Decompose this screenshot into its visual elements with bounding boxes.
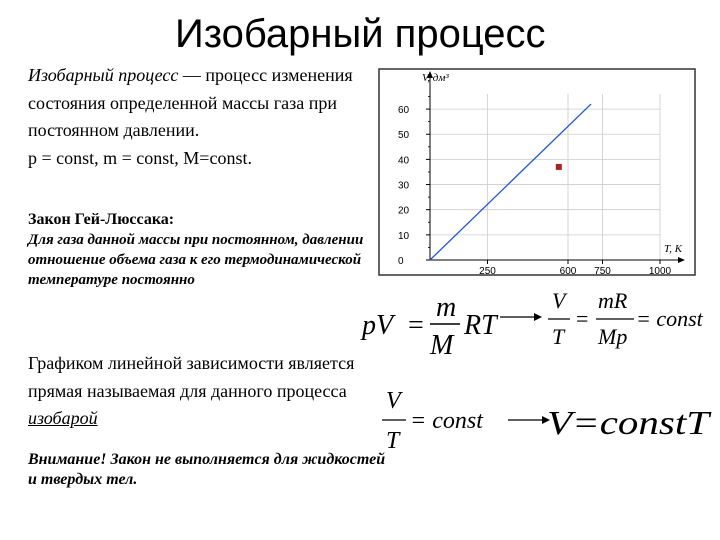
x-tick-label: 1000 — [648, 266, 672, 277]
y-tick-label: 40 — [398, 155, 410, 167]
graph-text: Графиком линейной зависимости является прямая называемая для данного процесса — [28, 353, 355, 401]
arrow-icon — [498, 310, 544, 324]
formula2-mp: Mp — [598, 324, 628, 349]
y-tick-label: 20 — [398, 205, 410, 217]
data-point-marker — [556, 164, 562, 170]
definition-term: Изобарный процесс — [28, 65, 179, 85]
y-tick-label: 0 — [398, 256, 404, 267]
formula3-t: T — [386, 428, 400, 454]
formula-ratio — [544, 288, 714, 350]
graph-paragraph — [28, 350, 358, 433]
chart-y-label: V, дм³ — [422, 72, 449, 84]
definition-paragraph — [28, 62, 358, 172]
formula-linear — [545, 398, 715, 444]
page-title: Изобарный процесс — [175, 12, 546, 56]
formula-equals: = — [408, 310, 424, 341]
definition-text: — процесс изменения состояния определенной массы газа при постоянном давлении. — [28, 65, 353, 140]
y-tick-label: 50 — [398, 130, 410, 142]
formula3-const: = const — [410, 408, 483, 434]
x-tick-label: 750 — [594, 266, 611, 277]
y-tick-label: 60 — [398, 105, 410, 117]
formula2-const: = const — [636, 306, 703, 331]
chart-x-label: T, K — [664, 243, 683, 255]
formula-mass: m — [436, 292, 457, 323]
formula-isobaric — [380, 384, 505, 454]
definition-constants: p = const, m = const, M=const. — [28, 147, 252, 168]
y-tick-label: 10 — [398, 230, 410, 242]
formula-clapeyron — [360, 292, 540, 360]
law-heading: Закон Гей-Люссака: — [28, 211, 175, 228]
x-tick-label: 600 — [559, 266, 577, 277]
x-tick-label: 250 — [479, 266, 496, 277]
y-tick-label: 30 — [398, 180, 410, 192]
formula3-v: V — [386, 388, 401, 414]
formula2-t: T — [552, 324, 565, 349]
law-paragraph — [28, 210, 373, 290]
formula2-v: V — [552, 288, 566, 313]
formula2-equals: = — [576, 306, 589, 331]
isobar-term: изобарой — [28, 408, 98, 428]
law-text: Для газа данной массы при постоянном, давлении отношение объема газа к его термодинамической температуре постоянно — [28, 232, 364, 288]
formula-rt: RT — [464, 310, 497, 341]
formula2-mr: mR — [598, 288, 628, 313]
isobar-chart — [378, 68, 698, 278]
formula-lhs: pV — [362, 310, 394, 341]
warning-text: Внимание! Закон не выполняется для жидкостей и твердых тел. — [28, 451, 386, 488]
formula4-text: V=constT — [547, 405, 712, 442]
chart-frame — [379, 69, 695, 275]
formula-molar-mass: M — [430, 330, 454, 360]
